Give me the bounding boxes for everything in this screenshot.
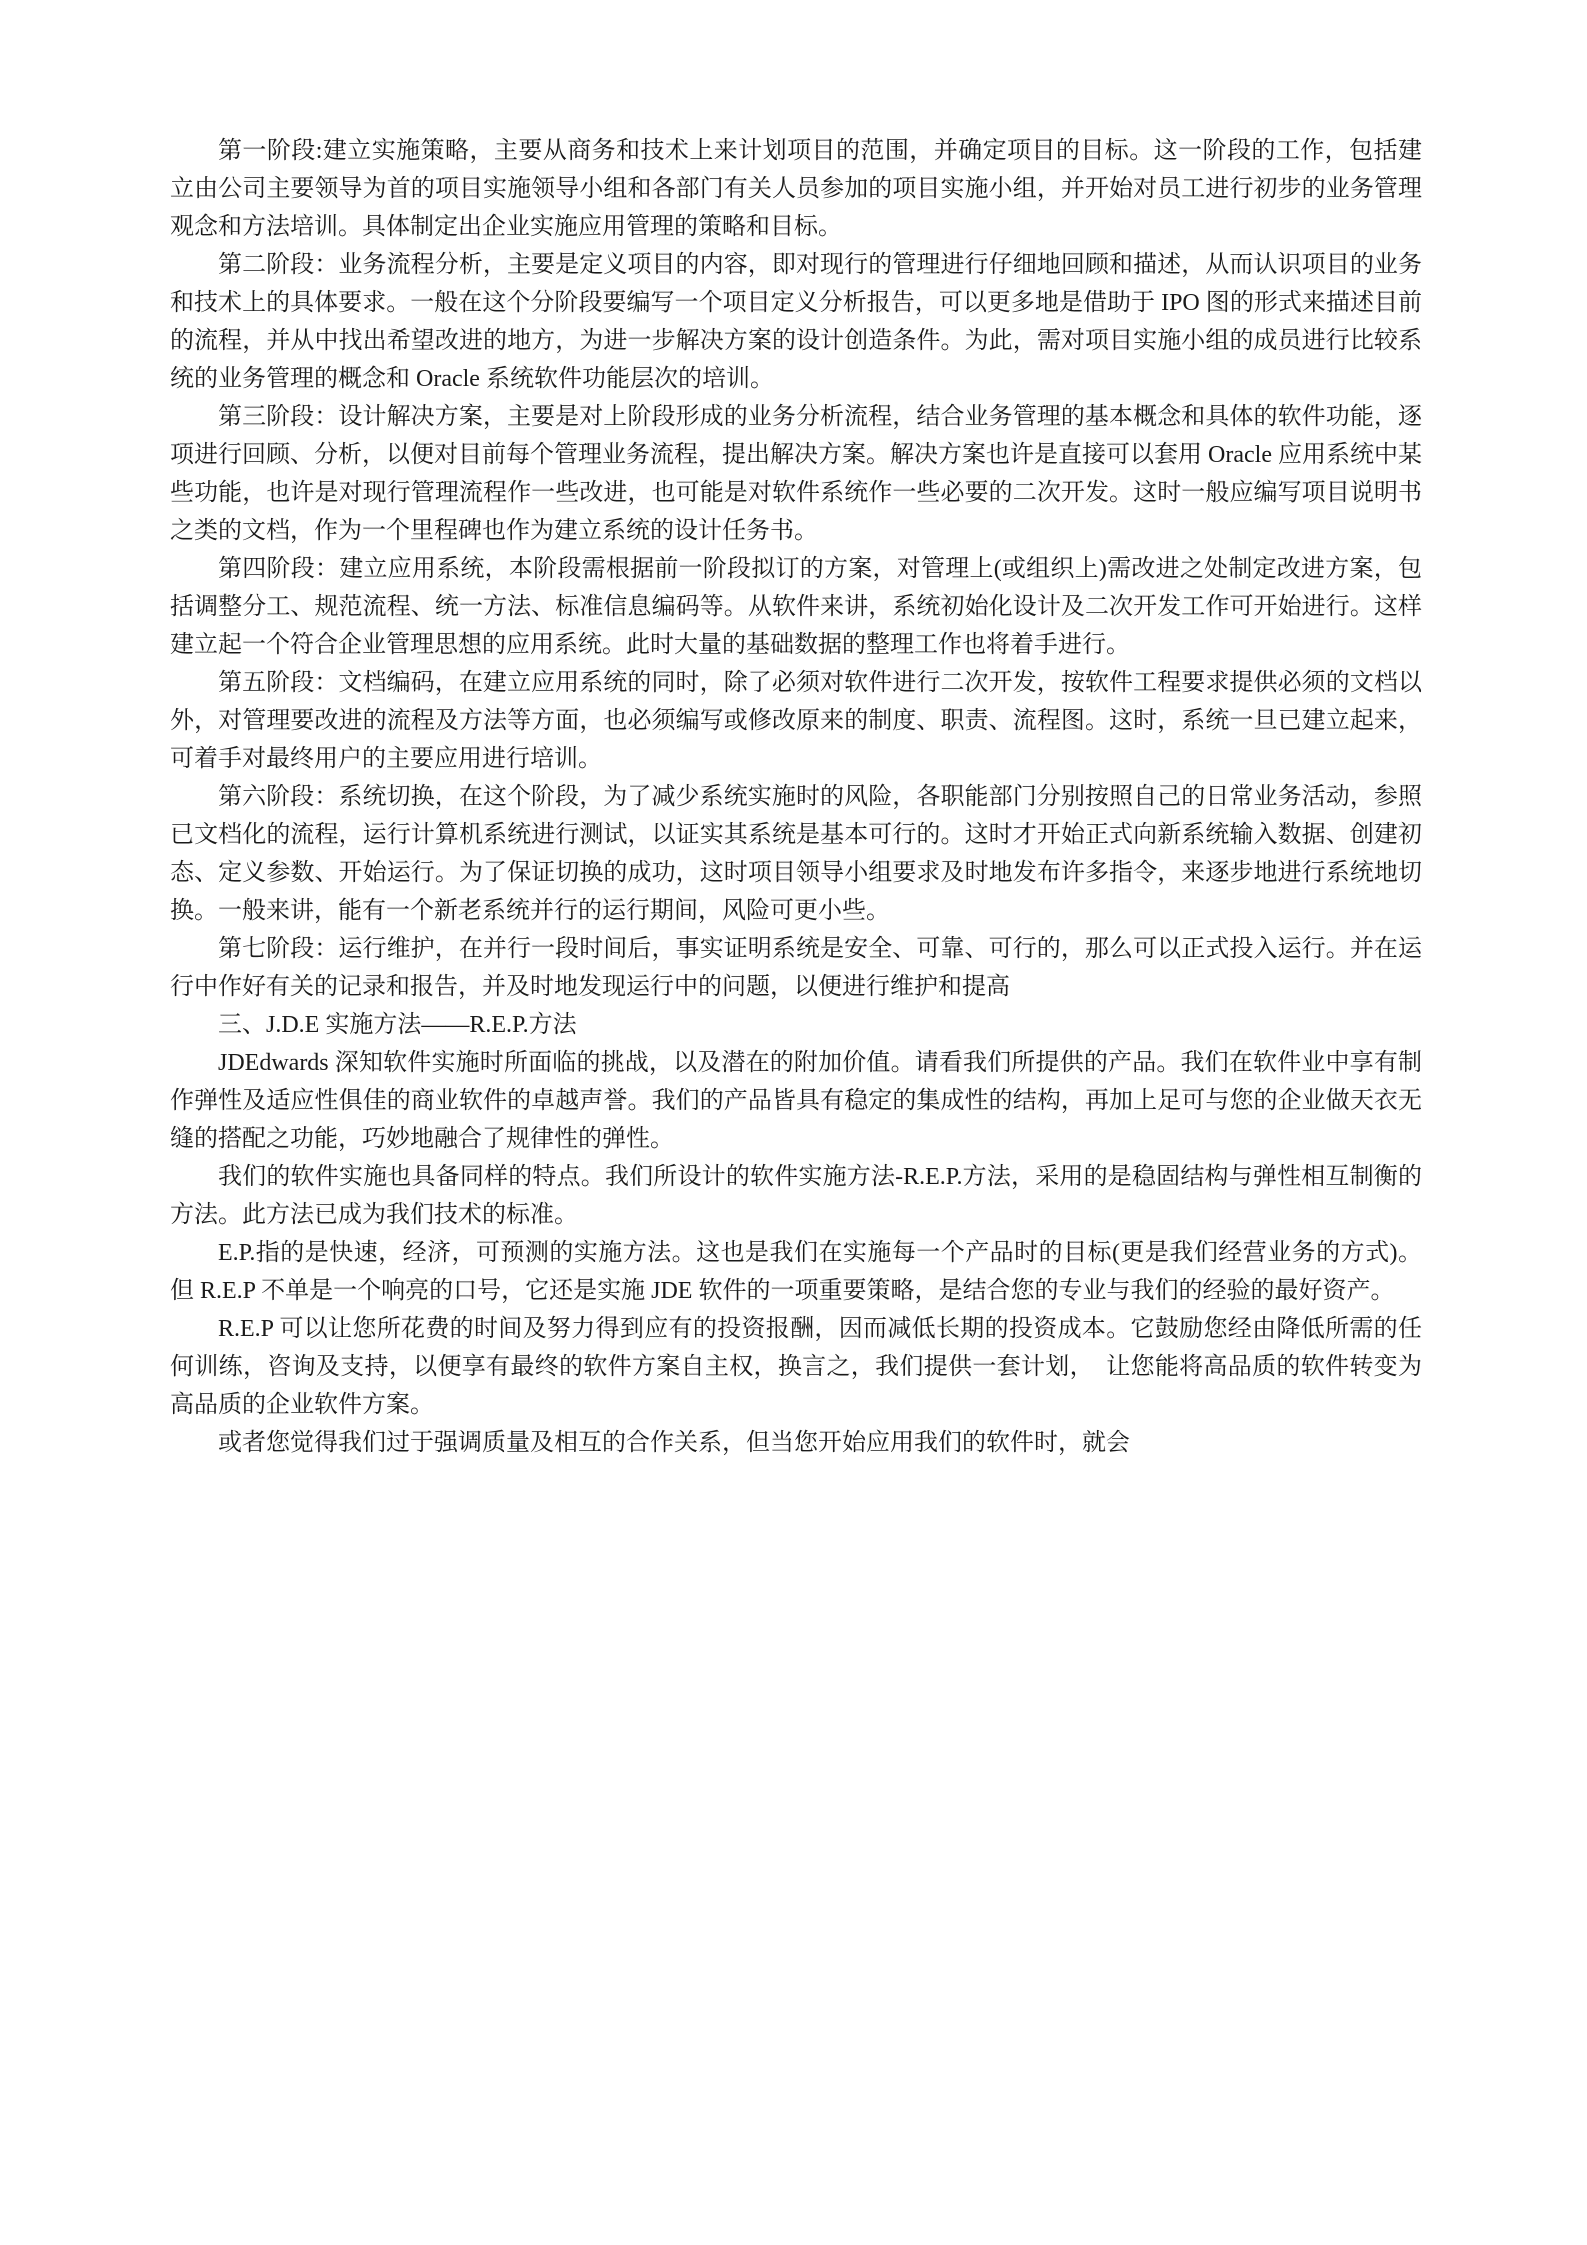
paragraph-phase-4: 第四阶段：建立应用系统，本阶段需根据前一阶段拟订的方案，对管理上(或组织上)需改进之处制定改进方案，包括调整分工、规范流程、统一方法、标准信息编码等。从软件来讲，系统初始化设计及二次开发工作可开始进行。这样建立起一个符合企业管理思想的应用系统。此时大量的基础数据的整理工作也将着手进行。 (170, 556, 1422, 658)
paragraph-phase-5: 第五阶段：文档编码，在建立应用系统的同时，除了必须对软件进行二次开发，按软件工程要求提供必须的文档以外，对管理要改进的流程及方法等方面，也必须编写或修改原来的制度、职责、流程图。这时，系统一旦已建立起来，可着手对最终用户的主要应用进行培训。 (170, 670, 1422, 772)
section-heading-jde-rep: 三、J.D.E 实施方法——R.E.P.方法 (218, 1012, 577, 1038)
document-text-block (170, 132, 1422, 1462)
paragraph-rep-benefits: R.E.P 可以让您所花费的时间及努力得到应有的投资报酬，因而减低长期的投资成本。它鼓励您经由降低所需的任何训练，咨询及支持，以便享有最终的软件方案自主权，换言之，我们提供一套计划， 让您能将高品质的软件转变为高品质的企业软件方案。 (170, 1316, 1422, 1418)
paragraph-jdedwards-intro: JDEdwards 深知软件实施时所面临的挑战，以及潜在的附加价值。请看我们所提供的产品。我们在软件业中享有制作弹性及适应性俱佳的商业软件的卓越声誉。我们的产品皆具有稳定的集成性的结构，再加上足可与您的企业做天衣无缝的搭配之功能，巧妙地融合了规律性的弹性。 (170, 1050, 1422, 1152)
paragraph-phase-7: 第七阶段：运行维护，在并行一段时间后，事实证明系统是安全、可靠、可行的，那么可以正式投入运行。并在运行中作好有关的记录和报告，并及时地发现运行中的问题，以便进行维护和提高 (170, 936, 1422, 1000)
paragraph-phase-6: 第六阶段：系统切换，在这个阶段，为了减少系统实施时的风险，各职能部门分别按照自己的日常业务活动，参照已文档化的流程，运行计算机系统进行测试，以证实其系统是基本可行的。这时才开始正式向新系统输入数据、创建初态、定义参数、开始运行。为了保证切换的成功，这时项目领导小组要求及时地发布许多指令，来逐步地进行系统地切换。一般来讲，能有一个新老系统并行的运行期间，风险可更小些。 (170, 784, 1422, 924)
paragraph-phase-3: 第三阶段：设计解决方案，主要是对上阶段形成的业务分析流程，结合业务管理的基本概念和具体的软件功能，逐项进行回顾、分析，以便对目前每个管理业务流程，提出解决方案。解决方案也许是直接可以套用 Oracle 应用系统中某些功能，也许是对现行管理流程作一些改进，也可能是对软件系统作一些必要的二次开发。这时一般应编写项目说明书之类的文档，作为一个里程碑也作为建立系统的设计任务书。 (170, 404, 1422, 544)
paragraph-phase-2: 第二阶段：业务流程分析，主要是定义项目的内容，即对现行的管理进行仔细地回顾和描述，从而认识项目的业务和技术上的具体要求。一般在这个分阶段要编写一个项目定义分析报告，可以更多地是借助于 IPO 图的形式来描述目前的流程，并从中找出希望改进的地方，为进一步解决方案的设计创造条件。为此，需对项目实施小组的成员进行比较系统的业务管理的概念和 Oracle 系统软件功能层次的培训。 (170, 252, 1422, 392)
paragraph-closing: 或者您觉得我们过于强调质量及相互的合作关系，但当您开始应用我们的软件时，就会 (218, 1430, 1130, 1456)
paragraph-phase-1: 第一阶段:建立实施策略，主要从商务和技术上来计划项目的范围，并确定项目的目标。这一阶段的工作，包括建立由公司主要领导为首的项目实施领导小组和各部门有关人员参加的项目实施小组，并开始对员工进行初步的业务管理观念和方法培训。具体制定出企业实施应用管理的策略和目标。 (170, 138, 1422, 240)
paragraph-ep-definition: E.P.指的是快速，经济，可预测的实施方法。这也是我们在实施每一个产品时的目标(更是我们经营业务的方式)。但 R.E.P 不单是一个响亮的口号，它还是实施 JDE 软件的一项重要策略，是结合您的专业与我们的经验的最好资产。 (170, 1240, 1422, 1304)
paragraph-rep-method: 我们的软件实施也具备同样的特点。我们所设计的软件实施方法-R.E.P.方法，采用的是稳固结构与弹性相互制衡的方法。此方法已成为我们技术的标准。 (170, 1164, 1422, 1228)
